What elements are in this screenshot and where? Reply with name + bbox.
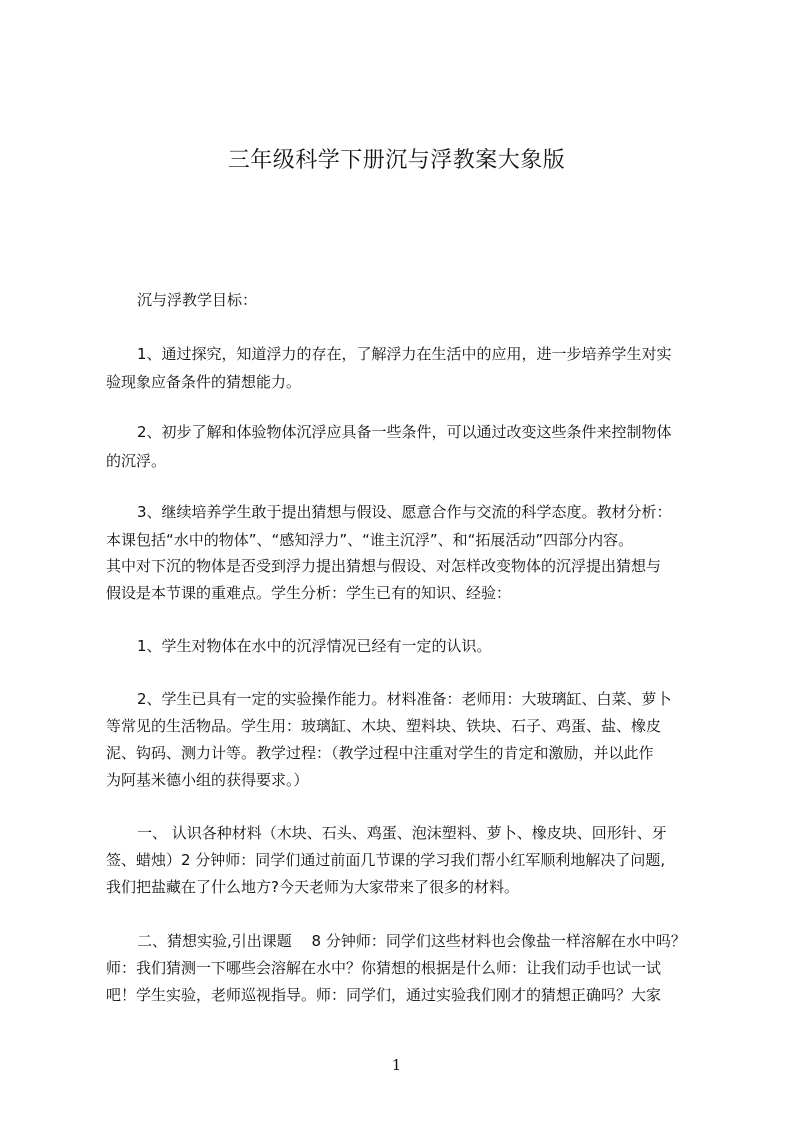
process-1-line-3: 我们把盐藏在了什么地方?今天老师为大家带来了很多的材料。	[106, 878, 519, 896]
process-2-line-3: 吧！学生实验，老师巡视指导。师：同学们，通过实验我们刚才的猜想正确吗？大家	[106, 986, 662, 1004]
student-2-line-1: 2、学生已具有一定的实验操作能力。材料准备：老师用：大玻璃缸、白菜、萝卜	[137, 690, 672, 708]
goal-1-line-1: 1、通过探究，知道浮力的存在，了解浮力在生活中的应用，进一步培养学生对实	[137, 345, 672, 363]
goal-3-line-4: 假设是本节课的重难点。学生分析：学生已有的知识、经验：	[106, 584, 512, 602]
goal-2-line-2: 的沉浮。	[106, 452, 167, 470]
process-1-line-2: 签、蜡烛）2 分钟师：同学们通过前面几节课的学习我们帮小红军顺利地解决了问题,	[106, 851, 666, 869]
process-1-line-1: 一、 认识各种材料（木块、石头、鸡蛋、泡沫塑料、萝卜、橡皮块、回形针、牙	[137, 824, 667, 842]
goal-3-line-3: 其中对下沉的物体是否受到浮力提出猜想与假设、对怎样改变物体的沉浮提出猜想与	[106, 557, 662, 575]
student-2-line-4: 为阿基米德小组的获得要求。）	[106, 771, 309, 789]
page-title: 三年级科学下册沉与浮教案大象版	[227, 148, 566, 173]
goal-3-line-1: 3、继续培养学生敢于提出猜想与假设、愿意合作与交流的科学态度。教材分析：	[137, 503, 672, 521]
student-2-line-3: 泥、钩码、测力计等。教学过程：（教学过程中注重对学生的肯定和激励，并以此作	[106, 744, 654, 762]
section-heading-goals: 沉与浮教学目标：	[137, 291, 258, 309]
student-1-line-1: 1、学生对物体在水中的沉浮情况已经有一定的认识。	[137, 637, 492, 655]
goal-2-line-1: 2、初步了解和体验物体沉浮应具备一些条件，可以通过改变这些条件来控制物体	[137, 423, 672, 441]
process-2-line-1: 二、猜想实验,引出课题 8 分钟师：同学们这些材料也会像盐一样溶解在水中吗？	[137, 932, 686, 950]
page-number: 1	[391, 1056, 402, 1074]
student-2-line-2: 等常见的生活物品。学生用：玻璃缸、木块、塑料块、铁块、石子、鸡蛋、盐、橡皮	[106, 717, 662, 735]
goal-1-line-2: 验现象应备条件的猜想能力。	[106, 373, 302, 391]
process-2-line-2: 师：我们猜测一下哪些会溶解在水中？你猜想的根据是什么师：让我们动手也试一试	[106, 959, 662, 977]
goal-3-line-2: 本课包括“水中的物体”、“感知浮力”、“谁主沉浮”、和“拓展活动”四部分内容。	[106, 531, 634, 549]
